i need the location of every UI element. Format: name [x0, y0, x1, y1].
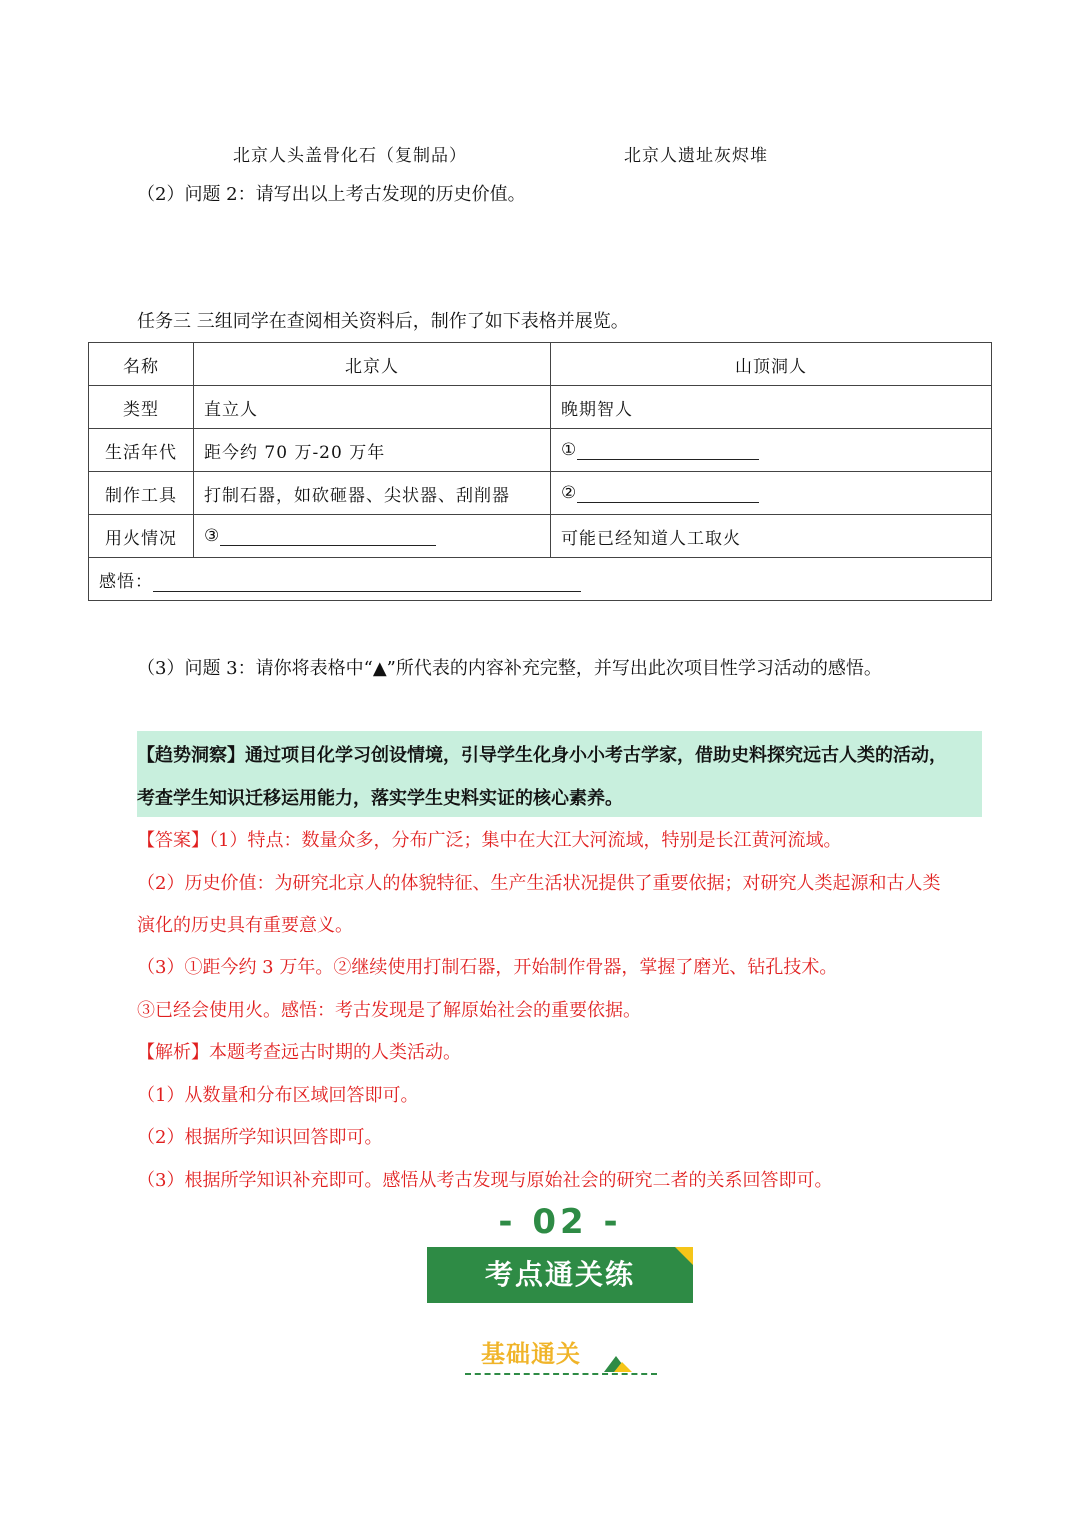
table-header-cell: 名称 — [89, 343, 194, 386]
row-label: 制作工具 — [89, 472, 194, 515]
reflection-label: 感悟： — [99, 571, 153, 592]
cell-upper-cave-man — [551, 429, 992, 472]
cell-upper-cave-man: 可能已经知道人工取火 — [551, 515, 992, 558]
fill-blank-2[interactable] — [577, 484, 759, 503]
analysis-label: 【解析】 — [137, 1042, 209, 1063]
trend-line: 考查学生知识迁移运用能力，落实学生史料实证的核心素养。 — [137, 788, 623, 809]
blank-marker: ② — [561, 483, 578, 503]
blank-marker: ① — [561, 440, 578, 460]
fill-blank-3[interactable] — [220, 527, 436, 546]
table-row — [89, 515, 992, 558]
analysis-text: 本题考查远古时期的人类活动。 — [209, 1042, 461, 1063]
analysis-line: （1）从数量和分布区域回答即可。 — [137, 1085, 419, 1106]
section-badge — [427, 1247, 693, 1303]
trend-line: 【趋势洞察】通过项目化学习创设情境，引导学生化身小小考古学家，借助史料探究远古人类的活动， — [137, 745, 947, 766]
answer-line: （2）历史价值：为研究北京人的体貌特征、生产生活状况提供了重要依据；对研究人类起源和古人类 — [137, 873, 941, 894]
table-header-cell: 北京人 — [194, 343, 551, 386]
caption-skull-fossil: 北京人头盖骨化石（复制品） — [233, 146, 467, 166]
cell-peking-man — [194, 515, 551, 558]
trend-insight-box — [137, 731, 982, 817]
cell-peking-man: 打制石器，如砍砸器、尖状器、刮削器 — [194, 472, 551, 515]
mountain-icon — [604, 1354, 634, 1374]
question-3: （3）问题 3：请你将表格中“▲”所代表的内容补充完整，并写出此次项目性学习活动的感悟。 — [137, 658, 882, 679]
section-subtitle: 基础通关 — [481, 1340, 581, 1368]
reflection-blank[interactable] — [153, 573, 581, 592]
section-title: 考点通关练 — [484, 1258, 635, 1291]
table-row — [89, 386, 992, 429]
task-3-intro: 任务三 三组同学在查阅相关资料后，制作了如下表格并展览。 — [137, 311, 629, 332]
table-row — [89, 558, 992, 601]
caption-ash-heap: 北京人遗址灰烬堆 — [624, 146, 768, 166]
cell-peking-man: 直立人 — [194, 386, 551, 429]
section-number: - 02 - — [498, 1202, 622, 1242]
table-row — [89, 429, 992, 472]
comparison-table — [88, 342, 992, 601]
answer-text: （1）特点：数量众多，分布广泛；集中在大江大河流域，特别是长江黄河流域。 — [209, 830, 842, 851]
answer-line — [137, 826, 841, 852]
blank-marker: ③ — [204, 526, 221, 546]
analysis-line — [137, 1038, 461, 1064]
question-2: （2）问题 2：请写出以上考古发现的历史价值。 — [137, 184, 526, 205]
cell-peking-man: 距今约 70 万-20 万年 — [194, 429, 551, 472]
fill-blank-1[interactable] — [577, 441, 759, 460]
answer-label: 【答案】 — [137, 830, 209, 851]
row-label: 用火情况 — [89, 515, 194, 558]
table-row — [89, 472, 992, 515]
row-label: 类型 — [89, 386, 194, 429]
table-header-row — [89, 343, 992, 386]
row-label: 生活年代 — [89, 429, 194, 472]
table-header-cell: 山顶洞人 — [551, 343, 992, 386]
answer-line: （3）①距今约 3 万年。②继续使用打制石器，开始制作骨器，掌握了磨光、钻孔技术。 — [137, 957, 838, 978]
reflection-cell — [89, 558, 992, 601]
dashed-divider — [465, 1373, 657, 1375]
analysis-line: （3）根据所学知识补充即可。感悟从考古发现与原始社会的研究二者的关系回答即可。 — [137, 1170, 833, 1191]
answer-line: 演化的历史具有重要意义。 — [137, 915, 353, 936]
analysis-line: （2）根据所学知识回答即可。 — [137, 1127, 383, 1148]
cell-upper-cave-man — [551, 472, 992, 515]
cell-upper-cave-man: 晚期智人 — [551, 386, 992, 429]
answer-line: ③已经会使用火。感悟：考古发现是了解原始社会的重要依据。 — [137, 1000, 641, 1021]
